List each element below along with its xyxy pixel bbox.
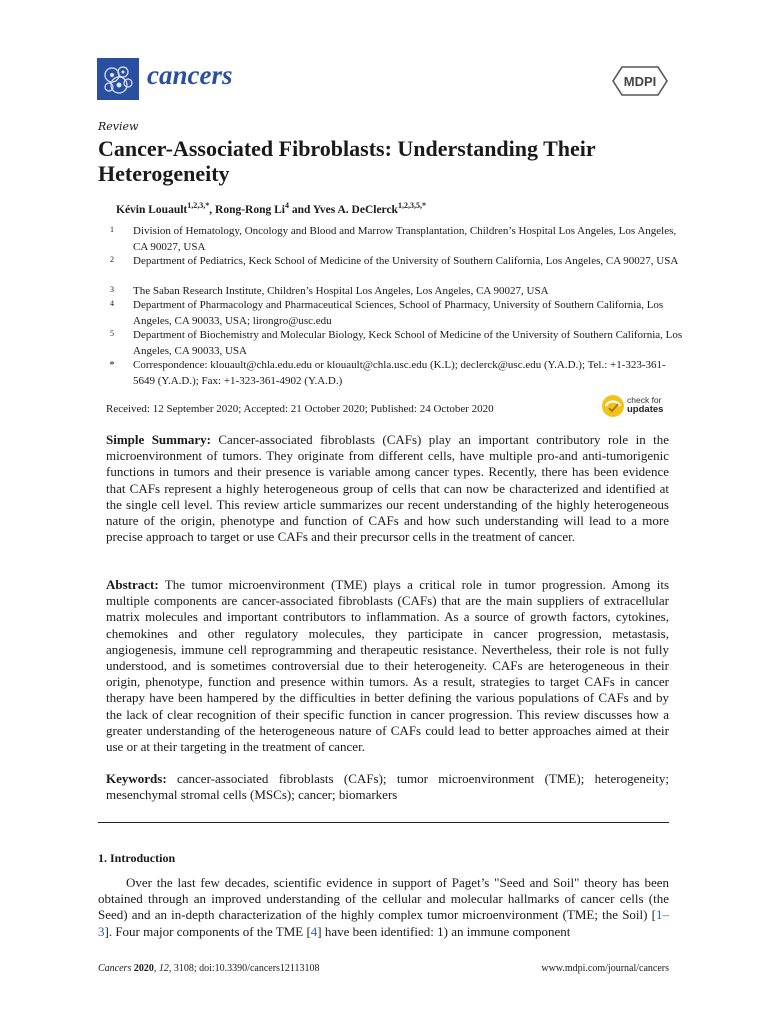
keywords-label: Keywords:: [106, 771, 167, 786]
simple-summary-label: Simple Summary:: [106, 432, 211, 447]
author-name: Rong-Rong Li: [215, 203, 285, 216]
journal-logo: [97, 58, 139, 100]
affiliation-text: Department of Biochemistry and Molecular Biology, Keck School of Medicine of the University of Southern California, Los Angeles, CA 90033, USA: [133, 329, 683, 357]
citation-link[interactable]: 4: [310, 923, 318, 939]
author-list: Kévin Louault$^{1,2,3,*}$, Rong-Rong Li$^4$ and Yves A. DeClerck$^{1,2,3,5,*}$: [116, 201, 426, 216]
author-name: Kévin Louault: [116, 203, 188, 216]
correspondence-mark: *: [109, 359, 115, 371]
check-updates-icon: [601, 394, 625, 418]
publisher-name: MDPI: [623, 74, 657, 89]
introduction-paragraph: Over the last few decades, scientific evidence in support of Paget’s "Seed and Soil" theory has been obtained through an improved understanding of the cellular and molecular hallmarks of cancer cells (the Seed) and an in-depth characterization of the highly complex tumor microenvironment (TME; the Soil) [1–3]. Four major components of the TME [4] have been identified: 1) an immune component: [98, 875, 669, 939]
keywords-text: cancer-associated fibroblasts (CAFs); tumor microenvironment (TME); heterogeneity; mesenchymal stromal cells (MSCs); cancer; biomarkers: [106, 771, 669, 803]
section-divider: [98, 822, 669, 823]
affiliation-text: Division of Hematology, Oncology and Blood and Marrow Transplantation, Children’s Hospital Los Angeles, Los Angeles, CA 90027, USA: [133, 225, 677, 253]
abstract-label: Abstract:: [106, 577, 159, 592]
author-affiliation-marks: 1,2,3,*: [187, 201, 210, 210]
section-heading: 1. Introduction: [98, 851, 176, 865]
publication-dates: Received: 12 September 2020; Accepted: 21 October 2020; Published: 24 October 2020: [106, 403, 494, 415]
abstract-text: The tumor microenvironment (TME) plays a critical role in tumor progression. Among its multiple components are cancer-associated fibroblasts (CAFs) that are the main suppliers of extracellular matrix molecules and important contributors to inflammation. As a source of growth factors, cytokines, chemokines and other regulatory molecules, they participate in cancer progression, metastasis, angiogenesis, immune cell reprogramming and therapeutic resistance. Nevertheless, their role is not fully understood, and is sometimes controversial due to their heterogeneity. CAFs are heterogeneous in their origin, phenotype, function and presence within tumors. As a result, strategies to target CAFs in cancer therapy have been hampered by the difficulties in better defining the various populations of CAFs and by the lack of clear recognition of their specific function in cancer progression. This review discusses how a greater understanding of the heterogeneous nature of CAFs could lead to better approaches aimed at their use or at their targeting in the treatment of cancer.: [106, 577, 669, 755]
simple-summary: [106, 432, 669, 545]
article-title: Cancer-Associated Fibroblasts: Understanding Their Heterogeneity: [98, 136, 596, 186]
affiliation-number: 5: [110, 329, 114, 338]
journal-name: cancers: [147, 60, 233, 90]
correspondence-text: Correspondence: klouault@chla.edu.edu or klouault@chla.usc.edu (K.L); declerck@usc.edu (Y.A.D.); Tel.: +1-323-361-5649 (Y.A.D.); Fax: +1-323-361-4902 (Y.A.D.): [133, 359, 666, 387]
affiliation-number: 2: [110, 255, 114, 264]
citation-link[interactable]: 1–3: [98, 907, 669, 939]
affiliation-number: 4: [110, 299, 114, 308]
affiliation-number: 1: [110, 225, 114, 234]
affiliation-text: The Saban Research Institute, Children’s Hospital Los Angeles, Los Angeles, CA 90027, USA: [133, 285, 549, 297]
article-type: Review: [98, 120, 139, 133]
simple-summary-text: Cancer-associated fibroblasts (CAFs) play an important contributory role in the microenvironment of tumors. They originate from different cells, have multiple pro-and anti-tumorigenic functions in tumors and their presence is variable among cancer types. Recently, there has been evidence that CAFs represent a highly heterogeneous group of cells that can now be characterized and identified at the single cell level. This review article summarizes our recent understanding of the highly heterogeneous nature of the origin, phenotype and function of CAFs and how such understanding will lead to a more precise approach to target or use CAFs and their precursor cells in the treatment of cancer.: [106, 432, 669, 545]
publisher-logo: [612, 66, 668, 96]
affiliation-text: Department of Pediatrics, Keck School of Medicine of the University of Southern California, Los Angeles, CA 90027, USA: [133, 255, 679, 267]
affiliation-number: 3: [110, 285, 114, 294]
abstract: [106, 577, 669, 755]
author-affiliation-marks: 1,2,3,5,*: [397, 201, 426, 210]
badge-line2: updates: [627, 404, 664, 415]
citation-footer: Cancers 2020, 12, 3108; doi:10.3390/cancers12113108: [98, 963, 320, 974]
journal-url[interactable]: www.mdpi.com/journal/cancers: [541, 963, 669, 974]
author-affiliation-marks: 4: [285, 201, 289, 210]
affiliation-text: Department of Pharmacology and Pharmaceutical Sciences, School of Pharmacy, University of Southern California, Los Angeles, CA 90033, USA; lirongro@usc.edu: [133, 299, 664, 327]
author-name: Yves A. DeClerck: [312, 203, 398, 216]
badge-line1: check for: [627, 395, 662, 405]
keywords: [106, 771, 669, 803]
check-for-updates-badge[interactable]: [601, 394, 671, 422]
